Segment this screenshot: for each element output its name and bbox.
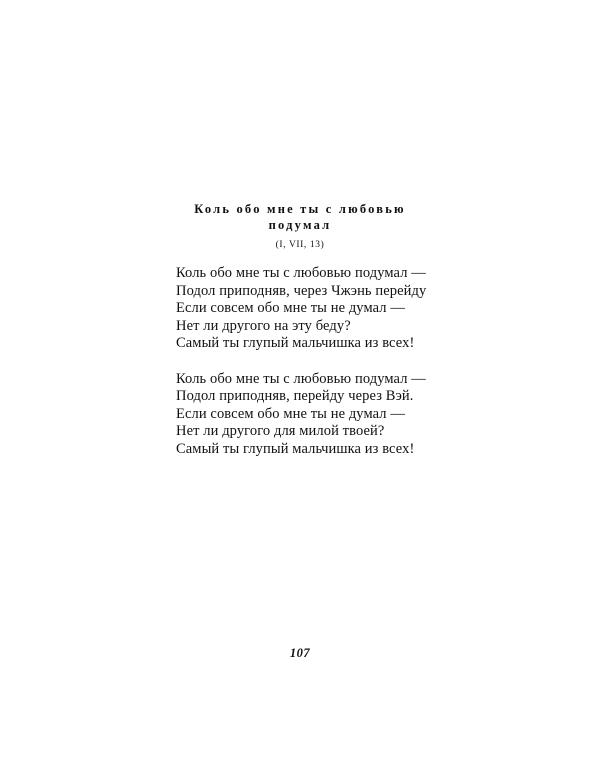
verse-line: Если совсем обо мне ты не думал —	[176, 300, 405, 316]
verse-line: Подол приподняв, через Чжэнь перейду	[176, 282, 427, 299]
verse-line: Если совсем обо мне ты не думал —	[176, 405, 405, 422]
poem-title	[150, 201, 450, 233]
poem-body	[176, 265, 476, 476]
verse-line: Подол приподняв, перейду через Вэй.	[176, 388, 414, 404]
verse-line: Нет ли другого для милой твоей?	[176, 423, 385, 439]
verse-line: Самый ты глупый мальчишка из всех!	[176, 440, 415, 457]
verse-line: Коль обо мне ты с любовью подумал —	[176, 370, 426, 387]
verse-line: Самый ты глупый мальчишка из всех!	[176, 335, 415, 351]
stanza-1	[176, 265, 476, 353]
poem-title-line-1: Коль обо мне ты с любовью	[194, 202, 406, 216]
stanza-2	[176, 371, 476, 459]
page-number: 107	[289, 646, 311, 660]
poem-title-line-2: подумал	[268, 218, 332, 232]
poem-source-reference: (I, VII, 13)	[275, 240, 325, 250]
verse-line: Нет ли другого на эту беду?	[176, 317, 351, 334]
verse-line: Коль обо мне ты с любовью подумал —	[176, 265, 426, 281]
